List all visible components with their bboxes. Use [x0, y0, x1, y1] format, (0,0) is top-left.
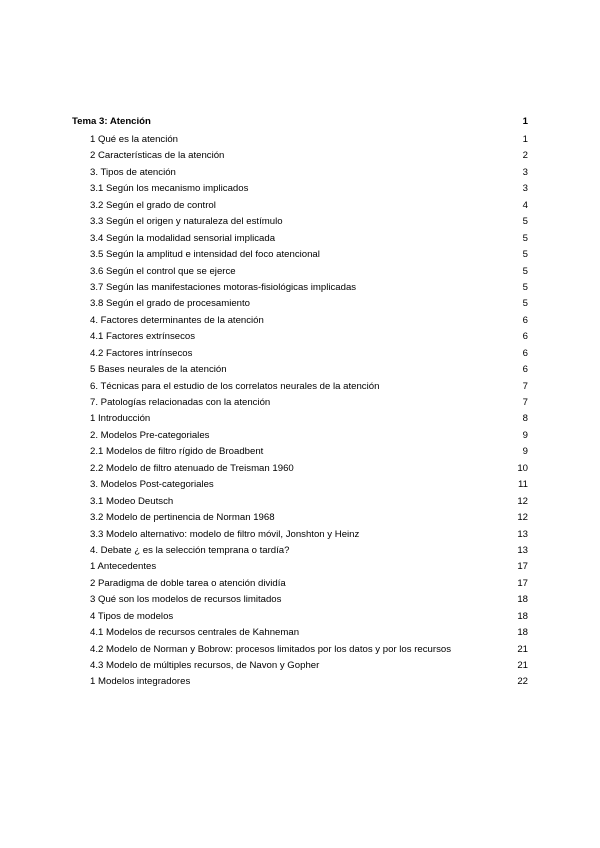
toc-entry-title: 1 Modelos integradores [90, 676, 191, 688]
toc-entry[interactable] [72, 214, 528, 230]
toc-entry-page-number: 12 [517, 495, 528, 507]
toc-entry-title: 1 Antecedentes [90, 561, 157, 573]
toc-entry-title: 3.4 Según la modalidad sensorial implicada [90, 232, 276, 244]
toc-entry-page-number: 3 [522, 183, 528, 195]
toc-entry-page-number: 6 [522, 347, 528, 359]
toc-entry-page-number: 21 [517, 660, 528, 671]
toc-entry-page-number: 18 [517, 610, 528, 622]
toc-entry-page-number: 7 [522, 380, 528, 392]
toc-entry-title: Tema 3: Atención [72, 116, 151, 127]
toc-entry-title: 5 Bases neurales de la atención [90, 364, 227, 376]
toc-entry-page-number: 5 [522, 281, 528, 293]
toc-entry-title: 7. Patologías relacionadas con la atención [90, 397, 271, 408]
toc-entry-page-number: 9 [522, 429, 528, 441]
toc-entry[interactable] [72, 461, 528, 477]
toc-entry[interactable] [72, 411, 528, 427]
toc-entry-title: 2.2 Modelo de filtro atenuado de Treisman 1960 [90, 462, 294, 474]
toc-entry-title: 4.1 Modelos de recursos centrales de Kahneman [90, 627, 300, 639]
toc-entry[interactable] [72, 559, 528, 575]
toc-entry-page-number: 21 [517, 643, 528, 655]
toc-entry[interactable] [72, 642, 528, 658]
toc-entry-title: 4. Debate ¿ es la selección temprana o tardía? [90, 544, 290, 556]
toc-entry[interactable] [72, 543, 528, 559]
toc-entry-title: 6. Técnicas para el estudio de los correlatos neurales de la atención [90, 380, 380, 392]
toc-entry-title: 2.1 Modelos de filtro rígido de Broadbent [90, 446, 264, 458]
toc-entry-title: 3.2 Modelo de pertinencia de Norman 1968 [90, 512, 275, 524]
toc-entry[interactable] [72, 132, 528, 148]
toc-entry[interactable] [72, 428, 528, 444]
toc-entry-title: 3.7 Según las manifestaciones motoras-fisiológicas implicadas [90, 281, 357, 293]
toc-entry[interactable] [72, 329, 528, 345]
toc-entry[interactable] [72, 395, 528, 411]
toc-entry-page-number: 4 [522, 199, 528, 211]
toc-entry[interactable] [72, 444, 528, 460]
toc-entry-page-number: 1 [522, 116, 528, 127]
toc-entry[interactable] [72, 609, 528, 625]
toc-entry-page-number: 2 [522, 150, 528, 162]
toc-entry-page-number: 5 [522, 298, 528, 310]
toc-entry[interactable] [72, 198, 528, 214]
toc-entry-title: 3. Modelos Post-categoriales [90, 479, 214, 491]
toc-entry-title: 4.1 Factores extrínsecos [90, 331, 196, 343]
toc-entry-title: 3 Qué son los modelos de recursos limitados [90, 594, 282, 606]
toc-entry-title: 4.3 Modelo de múltiples recursos, de Navon y Gopher [90, 660, 320, 671]
toc-entry-page-number: 11 [518, 479, 528, 491]
toc-entry-page-number: 17 [517, 561, 528, 573]
toc-entry-page-number: 8 [522, 413, 528, 425]
toc-entry-page-number: 17 [517, 577, 528, 589]
toc-entry-title: 4. Factores determinantes de la atención [90, 314, 264, 326]
table-of-contents [72, 113, 528, 691]
toc-entry-page-number: 3 [522, 166, 528, 178]
toc-entry-page-number: 6 [522, 331, 528, 343]
toc-entry-page-number: 10 [517, 462, 528, 474]
toc-entry-title: 4.2 Modelo de Norman y Bobrow: procesos limitados por los datos y por los recursos [90, 643, 451, 655]
toc-entry[interactable] [72, 280, 528, 296]
toc-entry-title: 2. Modelos Pre-categoriales [90, 429, 210, 441]
toc-entry-page-number: 9 [522, 446, 528, 458]
toc-entry[interactable] [72, 264, 528, 280]
toc-entry[interactable] [72, 510, 528, 526]
toc-entry-title: 1 Qué es la atención [90, 134, 179, 145]
toc-entry[interactable] [72, 592, 528, 608]
toc-entry[interactable] [72, 625, 528, 641]
toc-entry-title: 2 Características de la atención [90, 150, 225, 162]
toc-entry-page-number: 6 [522, 314, 528, 326]
toc-entry-title: 3.8 Según el grado de procesamiento [90, 298, 251, 310]
toc-entry-page-number: 5 [522, 249, 528, 261]
toc-entry[interactable] [72, 181, 528, 197]
toc-entry-title: 3.6 Según el control que se ejerce [90, 265, 236, 277]
toc-entry-page-number: 13 [517, 528, 528, 540]
toc-entry[interactable] [72, 346, 528, 362]
toc-entry-title: 2 Paradigma de doble tarea o atención dividía [90, 577, 286, 589]
toc-entry-title: 3.3 Según el origen y naturaleza del estímulo [90, 216, 283, 228]
toc-entry[interactable] [72, 165, 528, 181]
toc-entry[interactable] [72, 527, 528, 543]
toc-entry-title: 1 Introducción [90, 413, 151, 425]
toc-entry-title: 4 Tipos de modelos [90, 610, 174, 622]
toc-entry-title: 3.1 Según los mecanismo implicados [90, 183, 249, 195]
toc-entry[interactable] [72, 231, 528, 247]
toc-entry-page-number: 5 [522, 216, 528, 228]
toc-entry-page-number: 5 [522, 265, 528, 277]
toc-entry-page-number: 6 [522, 364, 528, 376]
toc-entry[interactable] [72, 477, 528, 493]
toc-entry-title: 3.5 Según la amplitud e intensidad del foco atencional [90, 249, 320, 261]
toc-entry-title: 3. Tipos de atención [90, 166, 176, 178]
toc-entry[interactable] [72, 113, 528, 131]
toc-entry[interactable] [72, 494, 528, 510]
toc-entry[interactable] [72, 674, 528, 690]
toc-entry[interactable] [72, 379, 528, 395]
toc-entry-page-number: 12 [517, 512, 528, 524]
toc-entry[interactable] [72, 362, 528, 378]
toc-entry-title: 3.3 Modelo alternativo: modelo de filtro móvil, Jonshton y Heinz [90, 528, 360, 540]
toc-entry-page-number: 13 [517, 544, 528, 556]
toc-entry[interactable] [72, 658, 528, 674]
toc-entry[interactable] [72, 296, 528, 312]
toc-entry[interactable] [72, 313, 528, 329]
toc-entry[interactable] [72, 247, 528, 263]
toc-entry[interactable] [72, 148, 528, 164]
toc-entry[interactable] [72, 576, 528, 592]
toc-entry-title: 3.2 Según el grado de control [90, 199, 216, 211]
toc-entry-title: 4.2 Factores intrínsecos [90, 347, 193, 359]
toc-entry-page-number: 18 [517, 594, 528, 606]
toc-entry-page-number: 1 [522, 134, 528, 145]
toc-entry-page-number: 18 [517, 627, 528, 639]
toc-entry-title: 3.1 Modeo Deutsch [90, 495, 174, 507]
toc-entry-page-number: 7 [522, 397, 528, 408]
toc-entry-page-number: 22 [517, 676, 528, 688]
toc-entry-page-number: 5 [522, 232, 528, 244]
